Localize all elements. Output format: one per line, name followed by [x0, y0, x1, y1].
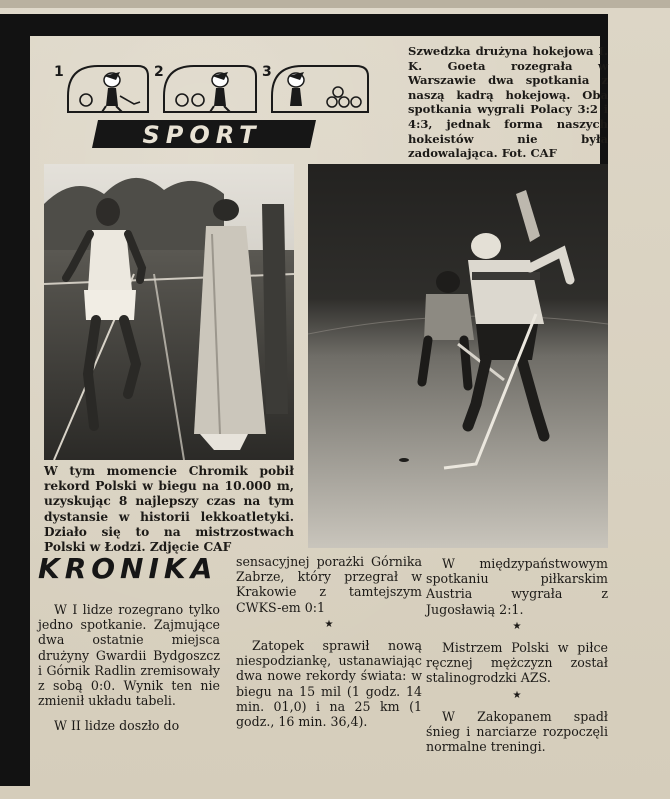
panel-number-1: 1 [54, 64, 64, 80]
kronika-item-zatopek: Zatopek sprawił nową niespodziankę, ustanawiając dwa nowe rekordy świata: w biegu na 15 mil (1 godz. 14 min. 01,0) i na 25 km (1 godz., 16 min. 36,4). [236, 638, 422, 730]
sport-header-illustration [50, 52, 400, 152]
runner-photo [44, 164, 294, 460]
cartoon-panel-3 [272, 66, 368, 112]
panel-number-2: 2 [154, 64, 164, 80]
kronika-column-2 [236, 554, 422, 729]
runner-photo-caption: W tym momencie Chromik pobił rekord Polski w biegu na 10.000 m, uzyskując 8 najlepszy czas na tym dystansie w historii lekkoatletyki. Działo się to na mistrzostwach Polski w Łodzi. Zdjęcie CAF [44, 464, 294, 555]
star-separator: ★ [324, 618, 334, 630]
kronika-item-first-league: W I lidze rozegrano tylko jedno spotkanie. Zajmujące dwa ostatnie miejsca drużyny Gwardii Bydgoszcz i Górnik Radlin zremisowały z sobą 0:0. Wynik ten nie zmienił układu tabeli. [38, 602, 220, 709]
hockey-photo-caption: Szwedzka drużyna hokejowa I. K. Goeta rozegrała w Warszawie dwa spotkania z naszą kadrą hokejową. Oba spotkania wygrali Polacy 3:2 i 4:3, jednak forma naszych hokeistów nie była zadowalająca. Fot. CAF [408, 44, 608, 161]
kronika-item-handball: Mistrzem Polski w piłce ręcznej mężczyzn został stalinogrodzki AZS. [426, 640, 608, 686]
panel-number-3: 3 [262, 64, 272, 80]
star-separator: ★ [512, 620, 522, 632]
star-separator: ★ [512, 689, 522, 701]
page-top-edge [0, 0, 670, 8]
black-frame-left [0, 14, 30, 786]
hockey-photo [308, 164, 608, 548]
runner-photo-image [44, 164, 294, 460]
kronika-column-3 [426, 556, 608, 754]
kronika-item-gornik-continued: sensacyjnej porażki Górnika Zabrze, który przegrał w Krakowie z tamtejszym CWKS-em 0:1 [236, 554, 422, 615]
cartoon-panel-2 [164, 66, 256, 112]
kronika-item-austria: W międzypaństwowym spotkaniu piłkarskim Austria wygrała z Jugosławią 2:1. [426, 556, 608, 617]
kronika-item-zakopane: W Zakopanem spadł śnieg i narciarze rozpoczęli normalne treningi. [426, 708, 608, 755]
spacer [38, 708, 220, 718]
hockey-photo-image [308, 164, 608, 548]
kronika-title: KRONIKA [38, 552, 218, 585]
cartoon-panel-1 [68, 66, 148, 112]
hockey-cartoon [50, 52, 400, 152]
kronika-column-1 [38, 602, 220, 734]
black-frame-top [14, 14, 608, 36]
kronika-item-second-league: W II lidze doszło do [54, 718, 180, 734]
sport-title: SPORT [142, 121, 262, 149]
